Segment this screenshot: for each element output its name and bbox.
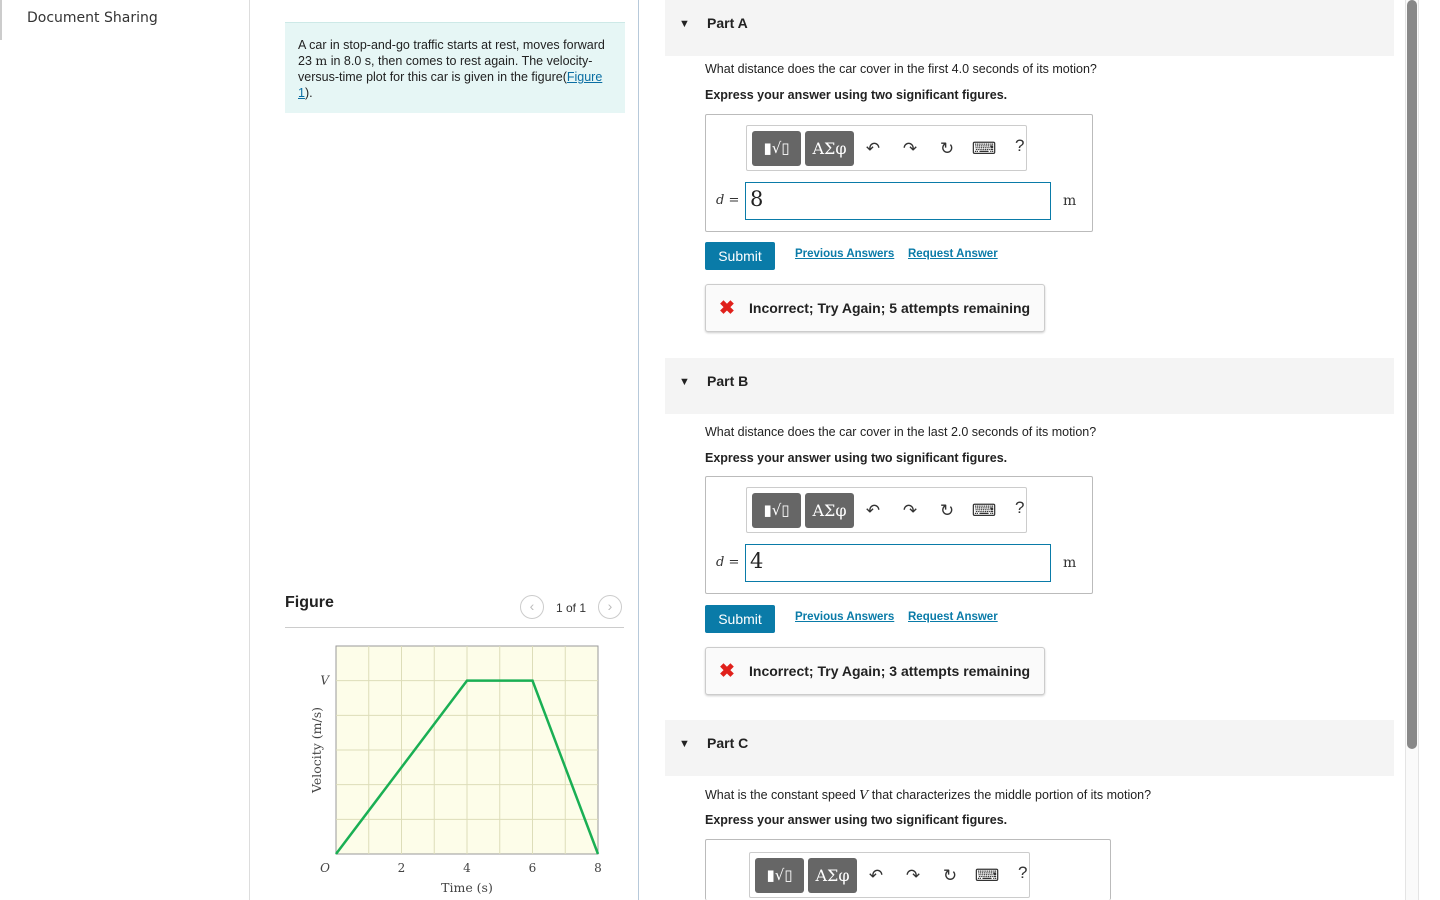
part-a-header[interactable] — [665, 0, 1394, 56]
figure-prev-button[interactable] — [520, 595, 544, 619]
templates-button[interactable]: ▮√▯ — [752, 493, 801, 528]
chevron-right-icon: › — [607, 598, 613, 614]
part-a-submit-button[interactable]: Submit — [705, 242, 775, 270]
part-c-question-var: V — [859, 787, 869, 802]
keyboard-icon[interactable]: ⌨ — [971, 139, 997, 158]
part-a-question: What distance does the car cover in the first 4.0 seconds of its motion? — [705, 62, 1097, 76]
part-a-request-answer-link[interactable]: Request Answer — [908, 248, 998, 260]
sidebar-item-document-sharing[interactable]: Document Sharing — [0, 0, 249, 40]
part-c-question-after: that characterizes the middle portion of its motion? — [868, 788, 1152, 802]
x-mark-icon: ✖ — [719, 661, 735, 682]
figure-link[interactable]: Figure 1 — [298, 70, 603, 100]
greek-symbols-button[interactable]: ΑΣφ — [808, 858, 857, 893]
redo-icon[interactable]: ↷ — [902, 501, 918, 520]
part-b-request-answer-link[interactable]: Request Answer — [908, 611, 998, 623]
templates-button[interactable]: ▮√▯ — [752, 131, 801, 166]
chevron-left-icon: ‹ — [529, 598, 535, 614]
scrollbar-thumb[interactable] — [1407, 0, 1417, 749]
part-a-answer-box — [705, 114, 1093, 232]
part-b-previous-answers-link[interactable]: Previous Answers — [795, 611, 895, 623]
x-tick-label: 6 — [528, 861, 537, 875]
x-tick-label: 4 — [463, 861, 471, 875]
x-tick-label: 2 — [397, 861, 406, 875]
part-a-title: Part A — [707, 15, 748, 31]
intro-text-after: ). — [304, 86, 313, 100]
part-a-feedback-text: Incorrect; Try Again; 5 attempts remaining — [749, 300, 1031, 316]
parts-column — [665, 0, 1394, 900]
undo-icon[interactable]: ↶ — [865, 501, 881, 520]
caret-down-icon: ▼ — [679, 376, 690, 388]
part-c-toolbar — [749, 852, 1030, 898]
x-axis-label: Time (s) — [441, 880, 493, 895]
y-axis-label: Velocity (m/s) — [309, 706, 324, 794]
reset-icon[interactable]: ↻ — [942, 866, 958, 885]
x-tick-label: O — [320, 861, 330, 875]
part-b-feedback — [705, 647, 1045, 695]
intro-unit: m — [315, 53, 328, 68]
part-a-variable-label: d = — [716, 193, 740, 208]
reset-icon[interactable]: ↻ — [939, 501, 955, 520]
help-button[interactable]: ? — [1015, 136, 1025, 155]
part-b-feedback-text: Incorrect; Try Again; 3 attempts remaining — [749, 663, 1031, 679]
problem-column — [250, 0, 639, 900]
velocity-time-graph — [300, 635, 620, 900]
problem-intro — [285, 22, 625, 113]
part-c-instruction: Express your answer using two significant figures. — [705, 813, 1008, 827]
part-b-variable: d — [716, 555, 725, 570]
greek-symbols-button[interactable]: ΑΣφ — [805, 131, 854, 166]
part-c-question — [705, 787, 1151, 802]
sidebar — [0, 0, 250, 900]
part-c-answer-box — [705, 839, 1111, 900]
figure-header — [285, 590, 624, 628]
help-button[interactable]: ? — [1018, 863, 1028, 882]
velocity-time-chart — [300, 635, 620, 897]
figure-pager-text: 1 of 1 — [556, 601, 587, 615]
part-c-question-before: What is the constant speed — [705, 788, 860, 802]
part-a-previous-answers-link[interactable]: Previous Answers — [795, 248, 895, 260]
part-b-question: What distance does the car cover in the last 2.0 seconds of its motion? — [705, 425, 1097, 439]
y-tick-label: V — [320, 673, 329, 688]
part-b-variable-label: d = — [716, 555, 740, 570]
x-tick-label: 8 — [594, 861, 602, 875]
part-b-answer-input[interactable]: 4 — [745, 544, 1051, 582]
redo-icon[interactable]: ↷ — [905, 866, 921, 885]
keyboard-icon[interactable]: ⌨ — [971, 501, 997, 520]
part-b-answer-box — [705, 476, 1093, 594]
caret-down-icon: ▼ — [679, 18, 690, 30]
greek-symbols-button[interactable]: ΑΣφ — [805, 493, 854, 528]
help-button[interactable]: ? — [1015, 498, 1025, 517]
part-a-instruction: Express your answer using two significant figures. — [705, 88, 1008, 102]
intro-text-before: A car in stop-and-go traffic starts at rest, moves forward 23 — [298, 38, 605, 68]
keyboard-icon[interactable]: ⌨ — [974, 866, 1000, 885]
part-c-header[interactable] — [665, 720, 1394, 776]
part-b-toolbar — [746, 487, 1027, 533]
part-b-submit-button[interactable]: Submit — [705, 605, 775, 633]
part-b-header[interactable] — [665, 358, 1394, 414]
part-a-variable: d — [716, 193, 725, 208]
reset-icon[interactable]: ↻ — [939, 139, 955, 158]
part-b-instruction: Express your answer using two significant figures. — [705, 451, 1008, 465]
templates-button[interactable]: ▮√▯ — [755, 858, 804, 893]
figure-title: Figure — [285, 594, 334, 611]
part-a-toolbar — [746, 125, 1027, 171]
part-a-unit: m — [1063, 193, 1077, 209]
part-a-answer-input[interactable]: 8 — [745, 182, 1051, 220]
part-a-feedback — [705, 284, 1045, 332]
part-c-title: Part C — [707, 735, 749, 751]
caret-down-icon: ▼ — [679, 738, 690, 750]
undo-icon[interactable]: ↶ — [868, 866, 884, 885]
figure-next-button[interactable] — [598, 595, 622, 619]
intro-text-middle: in 8.0 s, then comes to rest again. The velocity-versus-time plot for this car is given in the figure( — [298, 54, 593, 84]
redo-icon[interactable]: ↷ — [902, 139, 918, 158]
undo-icon[interactable]: ↶ — [865, 139, 881, 158]
part-b-unit: m — [1063, 555, 1077, 571]
x-mark-icon: ✖ — [719, 298, 735, 319]
part-b-title: Part B — [707, 373, 749, 389]
